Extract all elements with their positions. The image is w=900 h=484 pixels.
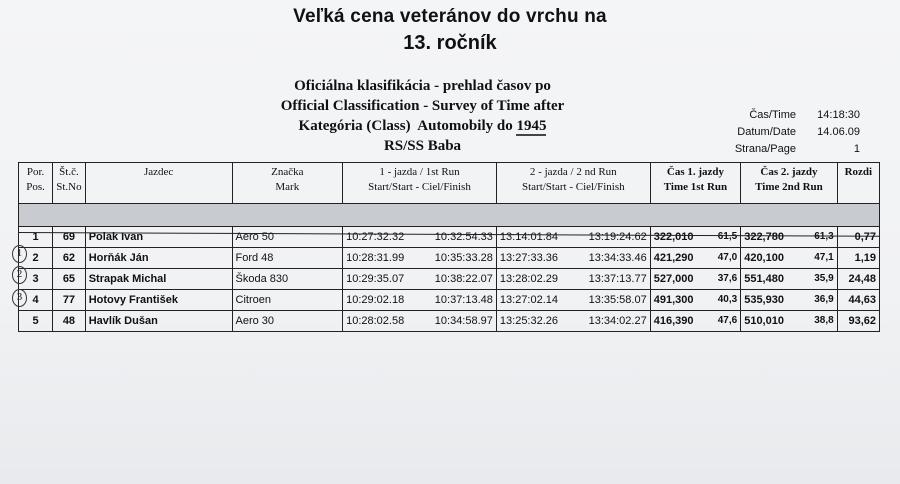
col-diff: Rozdi: [837, 163, 879, 204]
cell-run2: 13:27:33.36 13:34:33.46: [496, 248, 650, 269]
meta-time: [700, 106, 860, 123]
cell-mark: Ford 48: [232, 248, 343, 269]
cell-diff: 24,48: [837, 269, 879, 290]
subtitle-en: Official Classification - Survey of Time after: [280, 98, 565, 114]
cell-time2: 510,010 38,8: [741, 311, 838, 332]
venue-line: RS/SS Baba: [383, 138, 462, 154]
cell-pos: 2: [19, 248, 53, 269]
header-row: [19, 163, 880, 204]
handwritten-circle-3: 3: [12, 289, 27, 307]
meta-block: [700, 106, 860, 157]
cell-run2: 13:28:02.29 13:37:13.77: [496, 269, 650, 290]
time-label: Čas/Time: [749, 108, 796, 121]
cell-run2: 13:27:02.14 13:35:58.07: [496, 290, 650, 311]
cell-driver: Hotovy František: [85, 290, 232, 311]
edition-title: 13. ročník: [403, 32, 497, 54]
cell-mark: Aero 50: [232, 227, 343, 248]
cell-diff: 0,77: [837, 227, 879, 248]
cell-time1: 421,290 47,0: [650, 248, 740, 269]
grey-band-row: [19, 204, 880, 227]
cell-pos: 5: [19, 311, 53, 332]
cell-mark: Aero 30: [232, 311, 343, 332]
time-value: 14:18:30: [817, 108, 860, 121]
col-pos: Por. Pos.: [19, 163, 53, 204]
cell-run1: 10:29:02.18 10:37:13.48: [343, 290, 497, 311]
cell-time2: 551,480 35,9: [741, 269, 838, 290]
meta-date: [700, 123, 860, 140]
cell-driver: Polak Ivan: [85, 227, 232, 248]
col-time1: Čas 1. jazdy Time 1st Run: [650, 163, 740, 204]
table-row: [19, 227, 880, 248]
cell-time1: 322,010 61,5: [650, 227, 740, 248]
cell-time2: 535,930 36,9: [741, 290, 838, 311]
meta-page: [700, 140, 860, 157]
cell-driver: Havlík Dušan: [85, 311, 232, 332]
cell-run1: 10:28:02.58 10:34:58.97: [343, 311, 497, 332]
cell-pos: 4: [19, 290, 53, 311]
cell-mark: Škoda 830: [232, 269, 343, 290]
cell-pos: 1: [19, 227, 53, 248]
col-run2: 2 - jazda / 2 nd Run Start/Start - Ciel/Finish: [496, 163, 650, 204]
table-row: [19, 311, 880, 332]
col-run1: 1 - jazda / 1st Run Start/Start - Ciel/Finish: [343, 163, 497, 204]
category-year: 1945: [516, 118, 547, 134]
cell-run2: 13:25:32.26 13:34:02.27: [496, 311, 650, 332]
cell-no: 48: [53, 311, 86, 332]
table-row: [19, 269, 880, 290]
cell-time1: 416,390 47,6: [650, 311, 740, 332]
cell-time2: 322,780 61,3: [741, 227, 838, 248]
page-title: Veľká cena veteránov do vrchu na: [293, 6, 607, 27]
cell-run2: 13:14:01.84 13:19:24.62: [496, 227, 650, 248]
col-no: Št.č. St.No: [53, 163, 86, 204]
cell-no: 69: [53, 227, 86, 248]
category-label: Kategória (Class) Automobily do: [298, 118, 517, 134]
cell-driver: Strapak Michal: [85, 269, 232, 290]
cell-driver: Horňák Ján: [85, 248, 232, 269]
handwritten-circle-1: 1: [12, 245, 27, 263]
cell-diff: 44,63: [837, 290, 879, 311]
cell-run1: 10:29:35.07 10:38:22.07: [343, 269, 497, 290]
results-table: [18, 162, 880, 332]
cell-diff: 1,19: [837, 248, 879, 269]
cell-no: 65: [53, 269, 86, 290]
page-value: 1: [853, 142, 860, 155]
cell-run1: 10:28:31.99 10:35:33.28: [343, 248, 497, 269]
col-time2: Čas 2. jazdy Time 2nd Run: [741, 163, 838, 204]
date-value: 14.06.09: [817, 125, 860, 138]
page-label: Strana/Page: [734, 142, 796, 155]
cell-time1: 491,300 40,3: [650, 290, 740, 311]
subtitle-sk: Oficiálna klasifikácia - prehlad časov po: [294, 78, 551, 94]
cell-time1: 527,000 37,6: [650, 269, 740, 290]
cell-time2: 420,100 47,1: [741, 248, 838, 269]
col-driver: Jazdec: [85, 163, 232, 204]
cell-diff: 93,62: [837, 311, 879, 332]
handwritten-circle-2: 2: [12, 266, 27, 284]
table-row: [19, 290, 880, 311]
col-mark: Značka Mark: [232, 163, 343, 204]
cell-mark: Citroen: [232, 290, 343, 311]
date-label: Datum/Date: [737, 125, 796, 138]
cell-run1: 10:27:32.32 10:32:54.33: [343, 227, 497, 248]
cell-pos: 3: [19, 269, 53, 290]
cell-no: 62: [53, 248, 86, 269]
table-row: [19, 248, 880, 269]
cell-no: 77: [53, 290, 86, 311]
